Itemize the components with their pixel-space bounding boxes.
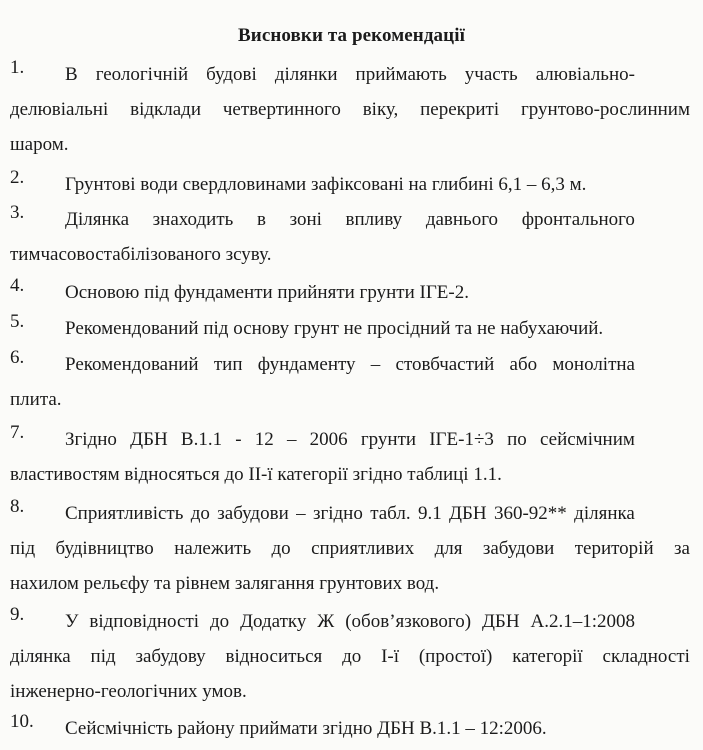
word: сприятливих [311,538,415,559]
word: стовбчастий [395,354,495,375]
justified-text [10,531,690,566]
word: до [209,611,230,632]
word: (простої) [418,646,493,667]
item-line: Основою під фундаменти прийняти грунти ІГЕ-2. [65,282,469,303]
word: віку, [362,99,399,120]
justified-text [10,92,690,127]
word: під [90,646,116,667]
justified-text [65,604,635,639]
word: давнього [425,209,499,230]
item-line: плита. [10,389,62,410]
item-number: 5. [10,311,25,332]
word: грунти [360,429,417,450]
item-line [10,92,690,127]
word: в [256,209,266,230]
word: ділянка [574,503,635,524]
document-title: Висновки та рекомендації [238,25,465,46]
list-item-1 [10,57,690,162]
list-item-9 [10,604,690,709]
word: до [342,646,362,667]
item-line: шаром. [10,134,69,155]
item-number: 4. [10,275,25,296]
word: категорії [512,646,583,667]
word: алювіально- [535,64,635,85]
word: участь [464,64,518,85]
word: табл. [370,503,411,524]
item-number: 10. [10,711,34,732]
word: 9.1 [417,503,442,524]
list-item-8 [10,496,690,601]
word: тип [213,354,243,375]
list-item-4 [10,275,690,310]
word: Рекомендований [65,354,199,375]
word: впливу [345,209,403,230]
word: В [65,64,78,85]
word: до [190,503,210,524]
word: зоні [289,209,322,230]
item-line [10,639,690,674]
item-line [10,422,690,457]
word: – [370,354,381,375]
word: належить [174,538,252,559]
justified-text [65,347,635,382]
item-line [10,604,690,639]
word: 12 [254,429,274,450]
word: відповідності [89,611,200,632]
item-number: 6. [10,347,25,368]
list-item-10 [10,711,690,746]
list-item-2 [10,167,690,202]
word: - [235,429,242,450]
list-item-5 [10,311,690,346]
item-line: інженерно-геологічних умов. [10,681,247,702]
word: ДБН [481,611,520,632]
word: геологічній [95,64,189,85]
word: забудови [482,538,555,559]
item-number: 2. [10,167,25,188]
item-line [10,531,690,566]
word: грунтово-рослинним [520,99,690,120]
list-item-7 [10,422,690,492]
justified-text [65,57,635,92]
word: забудову [135,646,206,667]
word: або [509,354,538,375]
item-number: 3. [10,202,25,223]
word: ділянка [10,646,71,667]
item-line: тимчасовостабілізованого зсуву. [10,244,272,265]
word: В.1.1 [180,429,223,450]
item-line: нахилом рельєфу та рівнем залягання грунтових вод. [10,573,440,594]
word: для [434,538,463,559]
word: складності [602,646,690,667]
word: фронтального [521,209,635,230]
word: фундаменту [257,354,356,375]
word: делювіальні [10,99,109,120]
item-number: 1. [10,57,25,78]
word: по [507,429,527,450]
word: 360-92** [493,503,567,524]
word: за [674,538,690,559]
word: Додатку [240,611,307,632]
word: 2006 [309,429,348,450]
word: монолітна [552,354,635,375]
word: перекриті [420,99,500,120]
word: ДБН [449,503,487,524]
word: Ділянка [65,209,130,230]
item-line [10,496,690,531]
item-number: 7. [10,422,25,443]
item-number: 8. [10,496,25,517]
item-line: властивостям відносяться до ІІ-ї категорії згідно таблиці 1.1. [10,464,502,485]
word: (обов’язкового) [345,611,472,632]
word: Сприятливість [65,503,184,524]
justified-text [65,496,635,531]
word: знаходить [152,209,234,230]
word: ІГЕ-1÷3 [429,429,494,450]
item-line [10,202,690,237]
word: У [65,611,79,632]
word: забудови [217,503,289,524]
item-line: Грунтові води свердловинами зафіксовані на глибині 6,1 – 6,3 м. [65,174,587,195]
justified-text [65,422,635,457]
justified-text [65,202,635,237]
word: Згідно [65,429,117,450]
word: приймають [355,64,447,85]
item-number: 9. [10,604,25,625]
word: А.2.1–1:2008 [530,611,635,632]
list-item-3 [10,202,690,272]
word: ділянки [274,64,338,85]
item-line [10,347,690,382]
item-line: Сейсмічність району приймати згідно ДБН В.1.1 – 12:2006. [65,718,547,739]
item-line: Рекомендований під основу грунт не просідний та не набухаючий. [65,318,604,339]
justified-text [10,639,690,674]
word: до [271,538,291,559]
word: згідно [312,503,363,524]
word: територій [574,538,654,559]
word: будові [206,64,257,85]
word: – [286,429,297,450]
word: відноситься [225,646,323,667]
word: будівництво [55,538,154,559]
word: відклади [130,99,201,120]
word: під [10,538,36,559]
word: четвертинного [222,99,341,120]
word: Ж [317,611,335,632]
word: ДБН [130,429,168,450]
word: І-ї [381,646,400,667]
word: – [296,503,306,524]
item-line [10,57,690,92]
word: сейсмічним [539,429,635,450]
list-item-6 [10,347,690,417]
